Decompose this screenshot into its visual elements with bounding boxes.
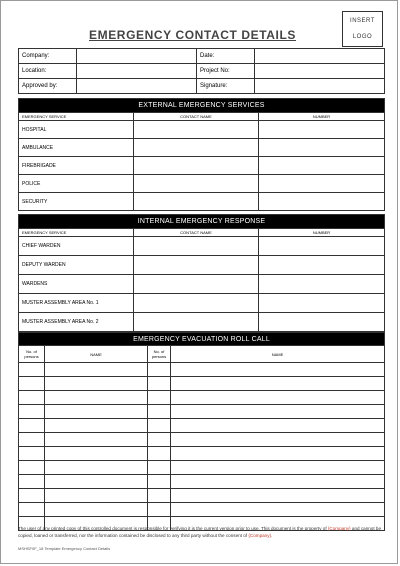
contact-name-field[interactable] — [134, 256, 259, 275]
role-label: DEPUTY WARDEN — [19, 256, 134, 275]
contact-name-field[interactable] — [134, 121, 259, 139]
contact-name-field[interactable] — [134, 237, 259, 256]
name-field[interactable] — [45, 377, 148, 391]
number-field[interactable] — [259, 121, 385, 139]
persons-count-field[interactable] — [148, 447, 171, 461]
role-label: WARDENS — [19, 275, 134, 294]
name-field[interactable] — [45, 447, 148, 461]
column-header: CONTACT NAME — [134, 229, 259, 237]
name-field[interactable] — [45, 461, 148, 475]
roll-call-rows — [19, 363, 385, 531]
name-field[interactable] — [45, 405, 148, 419]
external-services-table — [18, 98, 385, 211]
column-header: CONTACT NAME — [134, 113, 259, 121]
contact-name-field[interactable] — [134, 193, 259, 211]
persons-count-field[interactable] — [19, 405, 45, 419]
table-row — [19, 489, 385, 503]
persons-count-field[interactable] — [19, 433, 45, 447]
persons-count-field[interactable] — [148, 391, 171, 405]
name-field[interactable] — [45, 419, 148, 433]
column-header: NUMBER — [259, 229, 385, 237]
contact-name-field[interactable] — [134, 157, 259, 175]
number-field[interactable] — [259, 294, 385, 313]
contact-name-field[interactable] — [134, 294, 259, 313]
persons-count-field[interactable] — [148, 503, 171, 517]
persons-count-field[interactable] — [19, 461, 45, 475]
persons-count-field[interactable] — [19, 419, 45, 433]
number-field[interactable] — [259, 237, 385, 256]
signature-field[interactable] — [255, 79, 385, 94]
company-placeholder: {Company} — [248, 533, 272, 538]
number-field[interactable] — [259, 275, 385, 294]
location-label: Location: — [19, 64, 77, 79]
persons-count-field[interactable] — [148, 377, 171, 391]
name-field[interactable] — [171, 475, 385, 489]
table-row — [19, 433, 385, 447]
persons-count-field[interactable] — [19, 489, 45, 503]
contact-name-field[interactable] — [134, 275, 259, 294]
number-field[interactable] — [259, 157, 385, 175]
approved-by-field[interactable] — [77, 79, 197, 94]
service-label: AMBULANCE — [19, 139, 134, 157]
service-label: HOSPITAL — [19, 121, 134, 139]
number-field[interactable] — [259, 313, 385, 332]
approved-by-label: Approved by: — [19, 79, 77, 94]
name-field[interactable] — [171, 503, 385, 517]
persons-count-field[interactable] — [19, 475, 45, 489]
name-field[interactable] — [171, 391, 385, 405]
persons-count-field[interactable] — [148, 489, 171, 503]
date-label: Date: — [197, 49, 255, 64]
name-field[interactable] — [171, 433, 385, 447]
table-row — [19, 475, 385, 489]
column-header: EMERGENCY SERVICE — [19, 229, 134, 237]
name-field[interactable] — [171, 447, 385, 461]
column-header: NAME — [45, 346, 148, 363]
number-field[interactable] — [259, 256, 385, 275]
persons-count-field[interactable] — [19, 447, 45, 461]
name-field[interactable] — [171, 489, 385, 503]
name-field[interactable] — [45, 475, 148, 489]
location-field[interactable] — [77, 64, 197, 79]
column-header: EMERGENCY SERVICE — [19, 113, 134, 121]
project-no-field[interactable] — [255, 64, 385, 79]
logo-placeholder — [342, 11, 383, 47]
contact-name-field[interactable] — [134, 175, 259, 193]
number-field[interactable] — [259, 175, 385, 193]
table-row — [19, 377, 385, 391]
persons-count-field[interactable] — [148, 405, 171, 419]
persons-count-field[interactable] — [148, 461, 171, 475]
name-field[interactable] — [171, 419, 385, 433]
role-label: CHIEF WARDEN — [19, 237, 134, 256]
logo-line-1: INSERT — [350, 18, 375, 24]
service-label: POLICE — [19, 175, 134, 193]
internal-response-table — [18, 214, 385, 332]
number-field[interactable] — [259, 193, 385, 211]
contact-name-field[interactable] — [134, 139, 259, 157]
name-field[interactable] — [45, 489, 148, 503]
page-title: EMERGENCY CONTACT DETAILS — [89, 28, 297, 42]
name-field[interactable] — [171, 363, 385, 377]
column-header: No. of persons — [19, 346, 45, 363]
persons-count-field[interactable] — [148, 419, 171, 433]
table-row — [19, 447, 385, 461]
table-row — [19, 405, 385, 419]
service-label: SECURITY — [19, 193, 134, 211]
persons-count-field[interactable] — [19, 503, 45, 517]
document-reference: MSHSF0F_18 Template Emergency Contact Details — [18, 546, 111, 551]
persons-count-field[interactable] — [148, 363, 171, 377]
table-row — [19, 461, 385, 475]
table-row — [19, 363, 385, 377]
date-field[interactable] — [255, 49, 385, 64]
column-header: NUMBER — [259, 113, 385, 121]
service-label: FIREBRIGADE — [19, 157, 134, 175]
company-label: Company: — [19, 49, 77, 64]
disclaimer-text: The user of any printed copy of this controlled document is responsible for verifying it is the current version prior to use. This document is the property of — [18, 526, 328, 531]
roll-call-table — [18, 332, 385, 531]
name-field[interactable] — [171, 461, 385, 475]
name-field[interactable] — [45, 391, 148, 405]
table-row — [19, 391, 385, 405]
company-placeholder: {Company} — [327, 526, 351, 531]
roll-call-header: EMERGENCY EVACUATION ROLL CALL — [19, 333, 385, 346]
name-field[interactable] — [45, 433, 148, 447]
signature-label: Signature: — [197, 79, 255, 94]
internal-response-header: INTERNAL EMERGENCY RESPONSE — [19, 215, 385, 229]
name-field[interactable] — [45, 503, 148, 517]
role-label: MUSTER ASSEMBLY AREA No. 1 — [19, 294, 134, 313]
name-field[interactable] — [45, 363, 148, 377]
persons-count-field[interactable] — [148, 475, 171, 489]
disclaimer — [18, 525, 386, 539]
column-header: No. of persons — [148, 346, 171, 363]
table-row — [19, 503, 385, 517]
disclaimer-text: and cannot be copied, loaned or transferred, nor the information contained be disclosed to any third party without the consent of — [18, 526, 382, 538]
persons-count-field[interactable] — [19, 377, 45, 391]
table-row — [19, 419, 385, 433]
disclaimer-text: . — [271, 533, 273, 538]
persons-count-field[interactable] — [19, 391, 45, 405]
persons-count-field[interactable] — [19, 363, 45, 377]
persons-count-field[interactable] — [148, 433, 171, 447]
company-field[interactable] — [77, 49, 197, 64]
contact-name-field[interactable] — [134, 313, 259, 332]
role-label: MUSTER ASSEMBLY AREA No. 2 — [19, 313, 134, 332]
project-no-label: Project No: — [197, 64, 255, 79]
number-field[interactable] — [259, 139, 385, 157]
column-header: NAME — [171, 346, 385, 363]
info-table — [18, 48, 385, 94]
name-field[interactable] — [171, 377, 385, 391]
name-field[interactable] — [171, 405, 385, 419]
external-services-header: EXTERNAL EMERGENCY SERVICES — [19, 99, 385, 113]
logo-line-2: LOGO — [352, 34, 373, 40]
